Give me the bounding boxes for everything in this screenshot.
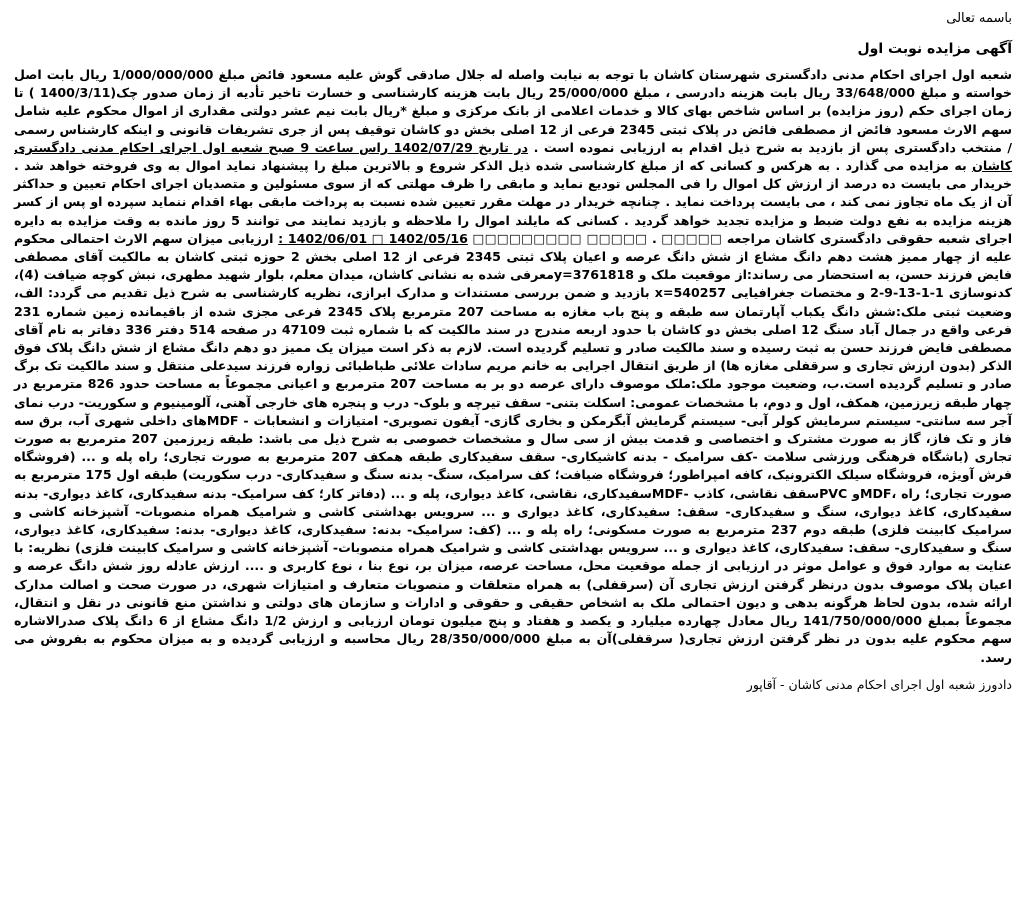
report-dates: 1402/05/16 □ 1402/06/01 : xyxy=(278,230,468,246)
paragraph-intro: شعبه اول اجرای احکام مدنی دادگستری شهرستان کاشان با توجه به نیابت واصله له جلال صادقی گوش علیه مسعود فائض مبلغ 1/000/000/000 ریال بابت اصل خواسته و مبلغ 33/648/000 ریال بابت هزینه دادرسی ، مبلغ 25/000/000 ریال بابت هزینه کارشناسی و خسارت تاخیر تأدیه از زمان صدور چک(1400/3/11 ) تا زمان اجرای حکم (روز مزایده) بر اساس شاخص بهای کالا و خدمات اعلامی از بانک مرکزی و مبلغ *ریال بابت نیم عشر دولتی مقداری از اموال محکوم علیه شامل سهم الارث مسعود فائض از مصطفی فائض در پلاک ثبتی 2345 فرعی از 12 اصلی بخش دو کاشان توقیف پس از جری تشریفات قانونی و اینکه کارشناس رسمی / منتخب دادگستری پس از بازدید به شرح ذیل اقدام به ارزیابی نموده است . xyxy=(14,67,1013,155)
basmala-heading: باسمه تعالی xyxy=(946,11,1012,26)
notice-paragraph xyxy=(14,66,1012,667)
notice-signature: دادورز شعبه اول اجرای احکام مدنی کاشان - آقاپور xyxy=(746,676,1012,692)
auction-date-clause: در تاریخ 1402/07/29 راس ساعت 9 صبح شعبه اول اجرای احکام مدنی دادگستری کاشان xyxy=(14,139,1013,174)
paragraph-terms: به مزایده می گذارد . به هرکس و کسانی که از مبلغ کارشناسی شده ذیل الذکر شروع و بالاترین مبلغ را پیشنهاد نماید اموال به وی فروخته خواهد شد . خریدار می بایست ده درصد از ارزش کل اموال را فی المجلس تودیع نماید و مابقی را ظرف مهلتی که از سوی مسئولین و متصدیان اجرای احکام تعیین و حداکثر آن از یک ماه تجاوز نمی کند ، می بایست پرداخت نماید . چنانچه خریدار در مهلت مقرر تعیین شده نسبت به پرداخت مابقی بهاء اقدام ننماید سپرده او پس از کسر هزینه مزایده به نفع دولت ضبط و مزایده تجدید خواهد گردید . کسانی که مایلند اموال را ملاحظه و بازدید نمایند می توانند 5 روز مانده به وقت مزایده به دایره اجرای شعبه حقوقی دادگستری کاشان مراجعه □□□□□ . □□□□□ □□□□□□□□□ xyxy=(14,158,1013,246)
paragraph-appraisal: ارزیابی میزان سهم الارث احتمالی محکوم علیه از چهار ممیز هشت دهم دانگ مشاع از شش دانگ عرصه و اعیان پلاک ثبتی 2345 فرعی از 12 اصلی بخش 2 حوزه ثبتی کاشان به مالکیت آقای مصطفی فایض فرزند حسن، به استحضار می رساند:از موقعیت ملک و 3761818=yمعرفی شده به نشانی کاشان، میدان معلم، بلوار شهید مطهری، نبش کوچه ضیافت (4)، کدنوسازی 1-1-13-9-2 و مختصات جغرافیایی x=540257 بازدید و ضمن بررسی مستندات و مدارک ابرازی، نظریه کارشناسی به شرح ذیل تقدیم می گردد: الف، وضعیت ثبتی ملک:شش دانگ یکباب آپارتمان سه طبقه و پنج باب مغازه به مساحت 207 مترمربع پلاک 2345 فرعی مجزی شده از باقیمانده زمین شماره 231 فرعی واقع در جمال آباد سنگ 12 اصلی بخش دو کاشان با حدود اربعه مندرج در سند مالکیت که با شماره ثبت 47109 در صفحه 514 دفتر 336 دفاتر به نام آقای مصطفی فایض فرزند حسن به ثبت رسیده و سند مالکیت صادر و تسلیم گردیده است. لازم به ذکر است میزان یک ممیز دو دهم دانگ مشاع از شش دانگ پلاک فوق الذکر (بدون ارزش تجاری و سرقفلی مغازه ها) از طریق انتقال اجرایی به خانم مریم سادات علائی طباطبائی زواره فرزند سیدعلی منتقل و سند مالکیت تک برگ صادر و تسلیم گردیده است.ب، وضعیت موجود ملک:ملک موصوف دارای عرصه دو بر به مساحت 207 مترمربع و اعیانی مجموعاً به مساحت حدود 826 مترمربع در چهار طبقه زیرزمین، همکف، اول و دوم، با مشخصات عمومی: اسکلت بتنی- سقف تیرچه و بلوک- درب و پنجره های خارجی آهنی، آلومینیوم و سکوریت- درب نمای آجر سه سانتی- سیستم سرمایش کولر آبی- سیستم گرمایش آبگرمکن و بخاری گازی- آیفون تصویری- امتیازات و انشعابات - MDFهای داخلی شهری آب، برق سه فاز و تک فاز، گاز به صورت مشترک و اختصاصی و قدمت بیش از سی سال و مشخصات خصوصی به شرح ذیل می باشد: طبقه زیرزمین 207 مترمربع به صورت تجاری (باشگاه فرهنگی ورزشی سلامت -کف سرامیک - بدنه کاشیکاری- سقف سفیدکاری طبقه همکف 207 مترمربع به صورت تجاری؛ راه پله و ... (فروشگاه فرش آویژه، فروشگاه سیلک الکترونیک، کافه امپراطور؛ فروشگاه ضیافت؛ کف سرامیک، سنگ- بدنه سنگ و سفیدکاری- درب سکوریت) طبقه اول 175 مترمربع به صورت تجاری؛ راه ،MDFو PVCسقف نقاشی، کاذب -MDFسفیدکاری، نقاشی، کاغذ دیواری، پله و ... (دفاتر کار؛ کف سرامیک- بدنه سفیدکاری، کاغذ دیواری- بدنه سفیدکاری، کاغذ دیواری، سنگ و سفیدکاری- سقف: سفیدکاری، کاغذ دیواری و ... سرویس بهداشتی کاشی و شرامیک همراه منصوبات- آشپزخانه کاشی و سرامیک کابینت فلزی) طبقه دوم 237 مترمربع به صورت مسکونی؛ راه پله و ... (کف: سرامیک- بدنه: سفیدکاری، کاغذ دیواری- بدنه: سفیدکاری، کاغذ دیواری، سنگ و سفیدکاری- سقف: سفیدکاری، کاغذ دیواری و ... سرویس بهداشتی کاشی و شرامیک همراه منصوبات- آشپزخانه کاشی و سرامیک کابینت فلزی) نظریه: با عنایت به موارد فوق و عوامل موثر در ارزیابی از جمله موقعیت محل، مساحت عرصه، میزان بر، نوع بنا ، نوع کاربری و .... ارزش عادله روز شش دانگ عرصه و اعیان پلاک موصوف بدون درنظر گرفتن ارزش تجاری آن (سرقفلی) به همراه متعلقات و منصوبات متعارف و امتیازات شهری، در صورت صحت و اصالت مدارک ارائه شده، بدون لحاظ هرگونه بدهی و دیون احتمالی ملک به اشخاص حقیقی و حقوقی و ادارات و سازمان های دولتی و نداشتن منع قانونی در نقل و انتقال، مجموعاً بمبلغ 141/750/000/000 ریال معادل چهارده میلیارد و یکصد و هفتاد و پنج میلیون تومان ارزیابی و ارزش 1/2 دانگ مشاع از 6 دانگ پلاک صدرالاشاره سهم محکوم علیه بدون در نظر گرفتن ارزش تجاری( سرقفلی)آن به مبلغ 28/350/000/000 ریال محاسبه و ارزیابی گردیده و به میزان محکوم به بفروش می رسد. xyxy=(14,230,1013,665)
notice-body xyxy=(14,66,1012,667)
notice-title: آگهی مزایده نوبت اول xyxy=(857,41,1012,57)
